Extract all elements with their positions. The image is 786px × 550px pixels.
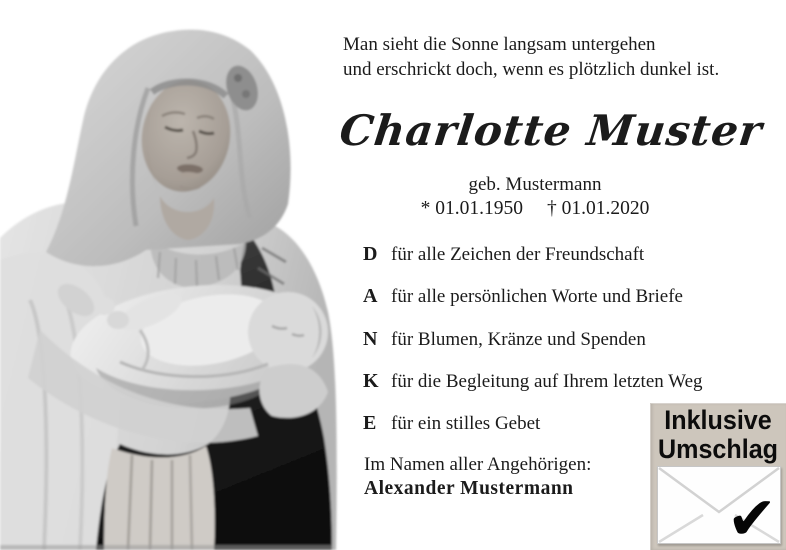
danke-text: für Blumen, Kränze und Spenden: [391, 328, 646, 350]
baby-head: [248, 292, 328, 372]
closing-block: [364, 453, 591, 501]
envelope-included-badge: [650, 403, 786, 550]
danke-row-a: [363, 285, 703, 308]
madonna-statue-illustration: [0, 0, 340, 550]
danke-row-k: [363, 370, 703, 393]
danke-letter: A: [363, 285, 378, 308]
danke-text: für ein stilles Gebet: [391, 413, 541, 435]
danke-text: für alle Zeichen der Freundschaft: [391, 244, 645, 265]
badge-title: [655, 406, 781, 463]
danke-letter: K: [363, 369, 379, 392]
badge-line-2: Umschlag: [657, 433, 778, 464]
danke-row-n: [363, 328, 703, 351]
checkmark-icon: ✔: [726, 484, 777, 550]
quote-line-2: und erschrickt doch, wenn es plötzlich dunkel ist.: [343, 59, 720, 80]
danke-letter: D: [363, 243, 378, 265]
madonna-statue-photo: [0, 0, 340, 550]
birth-date: * 01.01.1950: [420, 198, 523, 219]
maiden-name: geb. Mustermann: [468, 174, 602, 195]
death-date: † 01.01.2020: [547, 198, 650, 219]
danke-text: für alle persönlichen Worte und Briefe: [391, 286, 683, 308]
envelope-icon: [657, 466, 781, 550]
danke-row-d: [363, 243, 703, 266]
opening-quote: [343, 32, 719, 82]
danke-letter: N: [363, 327, 378, 350]
danke-letter: E: [363, 412, 377, 435]
closing-intro: Im Namen aller Angehörigen:: [364, 454, 592, 475]
life-dates: [335, 198, 735, 220]
signature-name: Alexander Mustermann: [364, 478, 574, 499]
deceased-name: Charlotte Muster: [336, 106, 766, 155]
quote-line-1: Man sieht die Sonne langsam untergehen: [343, 34, 656, 55]
danke-text: für die Begleitung auf Ihrem letzten Weg: [391, 370, 703, 392]
badge-line-1: Inklusive: [664, 405, 772, 435]
